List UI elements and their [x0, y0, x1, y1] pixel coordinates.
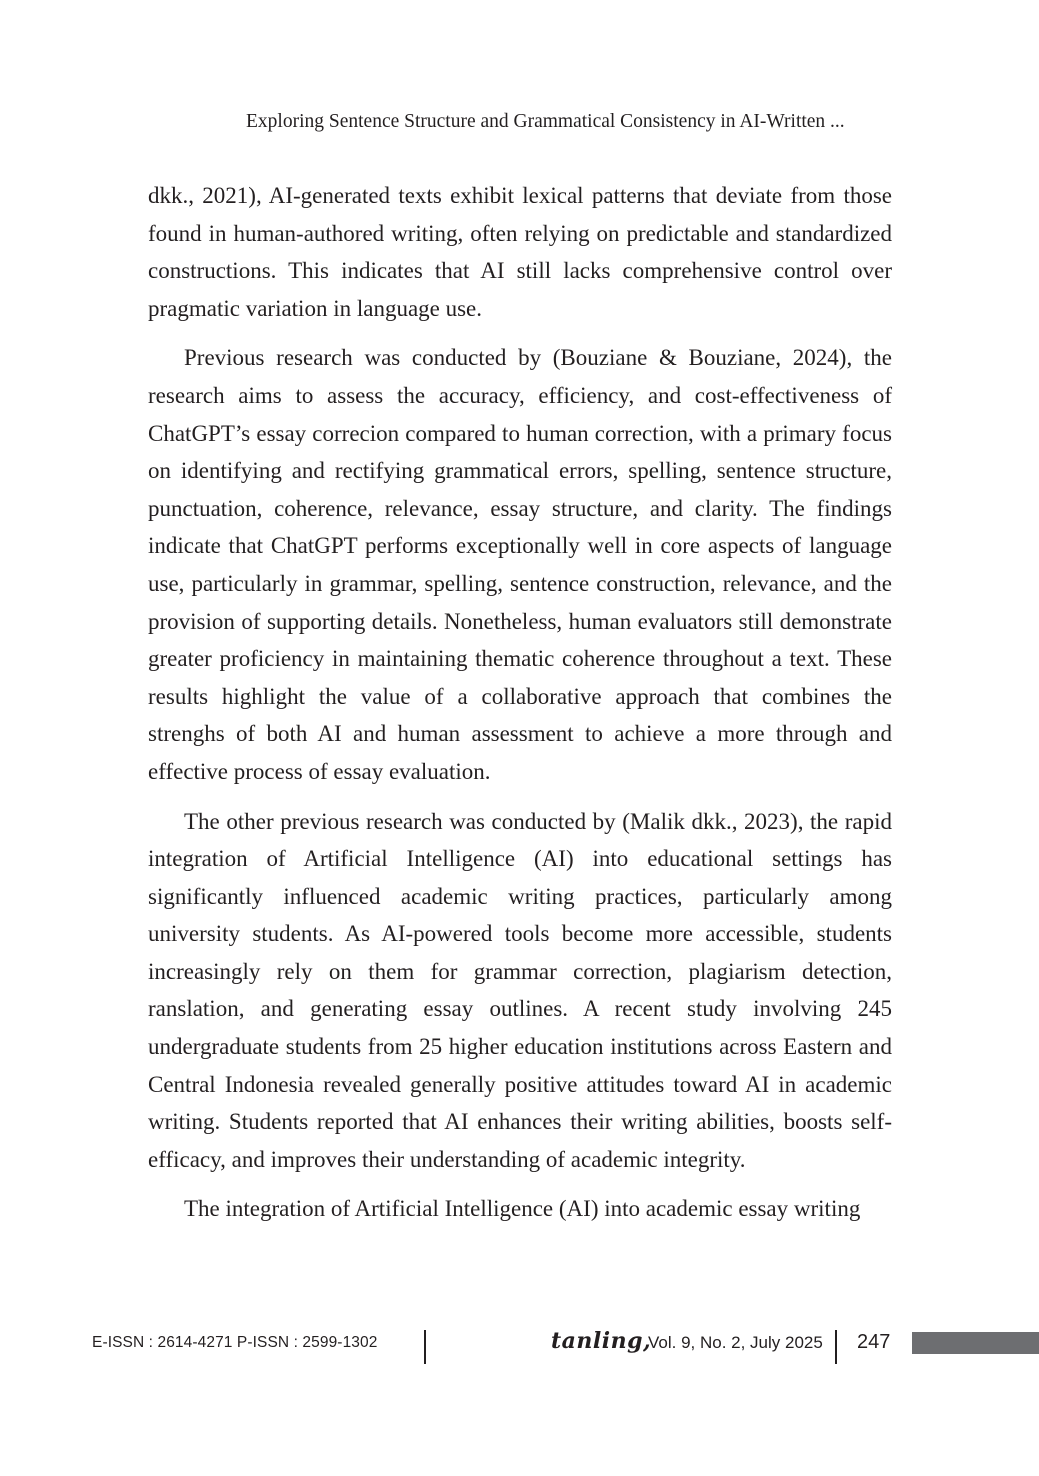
paragraph-malik: The other previous research was conducted by (Malik dkk., 2023), the rapid integration of Artificial Intelligence (AI) into educational settings has significantly influenced academic writing practices, particularly among university students. As AI-powered tools become more accessible, students increasingly rely on them for grammar correction, plagiarism detection, ranslation, and generating essay outlines. A recent study involving 245 undergraduate students from 25 higher education institutions across Eastern and Central Indonesia revealed generally positive attitudes toward AI in academic writing. Students reported that AI enhances their writing abilities, boosts self-efficacy, and improves their understanding of academic integrity. [148, 808, 892, 1172]
footer-rule-left [424, 1330, 426, 1364]
journal-logo: tanling, [551, 1328, 652, 1354]
running-header: Exploring Sentence Structure and Grammatical Consistency in AI-Written ... [246, 111, 845, 132]
paragraph-integration: The integration of Artificial Intelligence (AI) into academic essay writing [184, 1196, 861, 1222]
body-text [148, 177, 892, 1228]
paragraph-continued: dkk., 2021), AI-generated texts exhibit lexical patterns that deviate from those found in human-authored writing, often relying on predictable and standardized constructions. This indicates that AI still lacks comprehensive control over pragmatic variation in language use. [148, 183, 892, 321]
paragraph-bouziane: Previous research was conducted by (Bouziane & Bouziane, 2024), the research aims to assess the accuracy, efficiency, and cost-effectiveness of ChatGPT’s essay correcion compared to human correction, with a primary focus on identifying and rectifying grammatical errors, spelling, sentence structure, punctuation, coherence, relevance, essay structure, and clarity. The findings indicate that ChatGPT performs exceptionally well in core aspects of language use, particularly in grammar, spelling, sentence construction, relevance, and the provision of supporting details. Nonetheless, human evaluators still demonstrate greater proficiency in maintaining thematic coherence throughout a text. These results highlight the value of a collaborative approach that combines the strenghs of both AI and human assessment to achieve a more through and effective process of essay evaluation. [148, 345, 892, 784]
footer-rule-right [835, 1330, 837, 1364]
journal-volume-info: Vol. 9, No. 2, July 2025 [648, 1333, 823, 1352]
issn-text: E-ISSN : 2614-4271 P-ISSN : 2599-1302 [92, 1334, 378, 1351]
page-edge-tab [912, 1332, 1039, 1354]
page-footer [0, 1324, 1039, 1370]
page-number: 247 [857, 1331, 891, 1353]
